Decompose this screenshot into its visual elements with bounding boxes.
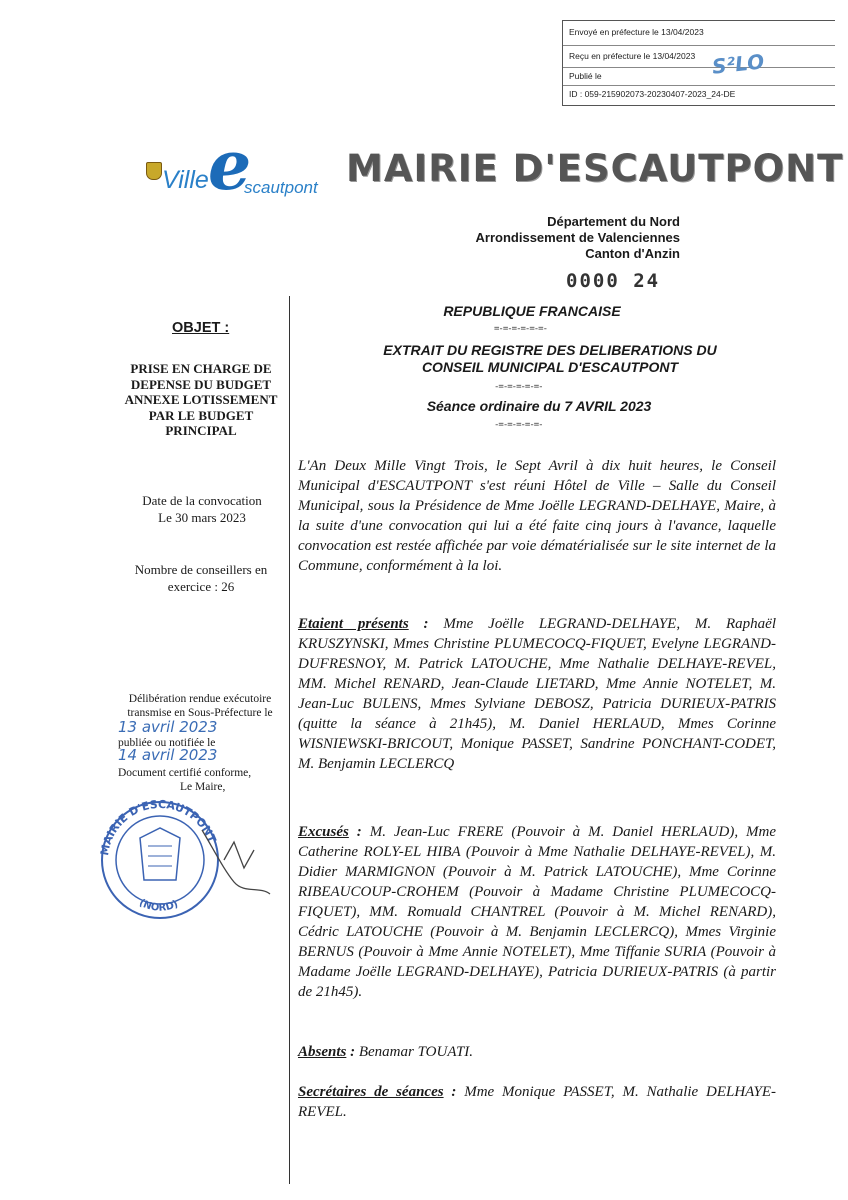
handwritten-date-1: 13 avril 2023 [118, 718, 218, 736]
absents-list: Benamar TOUATI. [358, 1044, 474, 1060]
stamp-publie: Publié le [569, 71, 602, 81]
secretaires-paragraph: Secrétaires de séances : Mme Monique PASSET, M. Nathalie DELHAYE-REVEL. [298, 1084, 777, 1120]
exec-line-4: Document certifié conforme, [118, 767, 252, 779]
exec-line-2: transmise en Sous-Préfecture le [127, 707, 273, 719]
divider-dashes: -=-=-=-=-=- [494, 420, 543, 430]
arrondissement: Arrondissement de Valenciennes [475, 230, 680, 245]
divider-dashes: -=-=-=-=-=- [494, 382, 543, 392]
stamp-envoye: Envoyé en préfecture le 13/04/2023 [569, 27, 704, 37]
secretaires-list: Mme Monique PASSET, M. Nathalie DELHAYE-REVEL. [298, 1084, 777, 1120]
logo-ville: Ville [162, 166, 209, 194]
convocation-label: Date de la convocation [142, 493, 262, 508]
republique-heading: REPUBLIQUE FRANCAISE [443, 303, 621, 319]
stamp-signature: S²LO [710, 49, 766, 79]
exec-line-1: Délibération rendue exécutoire [128, 693, 272, 705]
objet-label: OBJET : [172, 320, 230, 336]
svg-text:(NORD) [137, 897, 180, 913]
presents-list: Mme Joëlle LEGRAND-DELHAYE, M. Raphaël KRUSZYNSKI, Mmes Christine PLUMECOCQ-FIQUET, Evelyne LEGRAND-DUFRESNOY, M. Patrick LATOUCHE, Mme Nathalie DELHAYE-REVEL, MM. Michel RENARD, Jean-Claude LIETARD, Mme Annie NOTELET, M. Jean-Luc BULENS, Mmes Sylviane DEBOSZ, Patricia DURIEUX-PATRIS (quitte la séance à 21h45), M. Daniel HERLAUD, Mmes Corinne WISNIEWSKI-BRICOUT, Monique PASSET, Sandrine PONCHANT-CODET, M. Benjamin LECLERCQ [298, 616, 776, 772]
convocation-date [116, 492, 288, 526]
logo-scautpont: scautpont [244, 178, 318, 197]
excuses-label: Excusés [298, 824, 349, 840]
stamp-id: ID : 059-215902073-20230407-2023_24-DE [569, 89, 736, 99]
convocation-value: Le 30 mars 2023 [158, 510, 246, 525]
exec-line-5: Le Maire, [180, 781, 226, 793]
town-logo [134, 126, 324, 206]
extrait-line-1: EXTRAIT DU REGISTRE DES DELIBERATIONS DU [383, 342, 717, 358]
excuses-paragraph: Excusés : M. Jean-Luc FRERE (Pouvoir à M. Daniel HERLAUD), Mme Catherine ROLY-EL HIBA (Pouvoir à Mme Nathalie DELHAYE-REVEL), M. Didier MARMIGNON (Pouvoir à M. Patrick LATOUCHE), Mme Corinne RIBEAUCOUP-CROHEM (Pouvoir à Madame Christine PLUMECOCQ-FIQUET), MM. Romuald CHANTREL (Pouvoir à M. Michel RENARD), Cédric LATOUCHE (Pouvoir à M. Benjamin LECLERCQ), Mmes Virginie BERNUS (Pouvoir à Mme Annie NOTELET), Mme Tiffanie SURIA (Pouvoir à Madame Joëlle LEGRAND-DELHAYE), Patricia DURIEUX-PATRIS (à partir de 21h45). [298, 824, 776, 1000]
absents-label: Absents [298, 1044, 347, 1060]
seance-heading: Séance ordinaire du 7 AVRIL 2023 [426, 398, 652, 414]
crest-icon [146, 162, 162, 180]
extrait-line-2: CONSEIL MUNICIPAL D'ESCAUTPONT [421, 359, 679, 375]
excuses-list: M. Jean-Luc FRERE (Pouvoir à M. Daniel HERLAUD), Mme Catherine ROLY-EL HIBA (Pouvoir à Mme Nathalie DELHAYE-REVEL), M. Didier MARMIGNON (Pouvoir à M. Patrick LATOUCHE), Mme Corinne RIBEAUCOUP-CROHEM (Pouvoir à Madame Christine PLUMECOCQ-FIQUET), MM. Romuald CHANTREL (Pouvoir à M. Michel RENARD), Cédric LATOUCHE (Pouvoir à M. Benjamin LECLERCQ), Mmes Virginie BERNUS (Pouvoir à Mme Annie NOTELET), Mme Tiffanie SURIA (Pouvoir à Madame Joëlle LEGRAND-DELHAYE), Patricia DURIEUX-PATRIS (à partir de 21h45). [298, 824, 776, 1000]
svg-text:MAIRIE D'ESCAUTPONT [98, 798, 219, 857]
conseillers-count [114, 561, 288, 595]
handwritten-date-2: 14 avril 2023 [118, 746, 218, 764]
departement: Département du Nord [547, 214, 680, 229]
presents-paragraph: Etaient présents : Mme Joëlle LEGRAND-DELHAYE, M. Raphaël KRUSZYNSKI, Mmes Christine PLUMECOCQ-FIQUET, Evelyne LEGRAND-DUFRESNOY, M. Patrick LATOUCHE, Mme Nathalie DELHAYE-REVEL, MM. Michel RENARD, Jean-Claude LIETARD, Mme Annie NOTELET, M. Jean-Luc BULENS, Mmes Sylviane DEBOSZ, Patricia DURIEUX-PATRIS (quitte la séance à 21h45), M. Daniel HERLAUD, Mmes Corinne WISNIEWSKI-BRICOUT, Monique PASSET, Sandrine PONCHANT-CODET, M. Benjamin LECLERCQ [298, 616, 776, 772]
deliberation-number: 0000 24 [566, 270, 661, 292]
page-title: MAIRIE D'ESCAUTPONT [346, 147, 844, 190]
conseillers-value: exercice : 26 [167, 579, 235, 594]
official-seal-icon [84, 790, 294, 920]
canton: Canton d'Anzin [585, 246, 680, 261]
objet-text: PRISE EN CHARGE DE DEPENSE DU BUDGET ANNEXE LOTISSEMENT PAR LE BUDGET PRINCIPAL [124, 361, 278, 438]
divider-dashes: =-=-=-=-=-=- [494, 324, 548, 334]
secretaires-label: Secrétaires de séances [298, 1084, 444, 1100]
presents-label: Etaient présents [298, 616, 409, 632]
prefecture-stamp [562, 20, 835, 106]
logo-e: e [208, 126, 252, 206]
conseillers-label: Nombre de conseillers en [134, 562, 268, 577]
intro-paragraph: L'An Deux Mille Vingt Trois, le Sept Avril à dix huit heures, le Conseil Municipal d'ESCAUTPONT s'est réuni Hôtel de Ville – Salle du Conseil Municipal, sous la Présidence de Mme Joëlle LEGRAND-DELHAYE, Maire, à la suite d'une convocation qui lui a été faite cinq jours à l'avance, laquelle convocation est restée affichée par voie dématérialisée sur le site internet de la Commune, conformément à la loi. [298, 458, 776, 574]
stamp-recu: Reçu en préfecture le 13/04/2023 [569, 51, 696, 61]
seal-top-text: MAIRIE D'ESCAUTPONT [98, 797, 219, 857]
execution-certification [110, 692, 290, 792]
extrait-heading [300, 342, 800, 376]
exec-line-3: publiée ou notifiée le [118, 737, 216, 749]
absents-paragraph: Absents : Benamar TOUATI. [298, 1044, 474, 1060]
seal-bottom-text: (NORD) [137, 897, 180, 914]
administrative-info [430, 214, 680, 262]
